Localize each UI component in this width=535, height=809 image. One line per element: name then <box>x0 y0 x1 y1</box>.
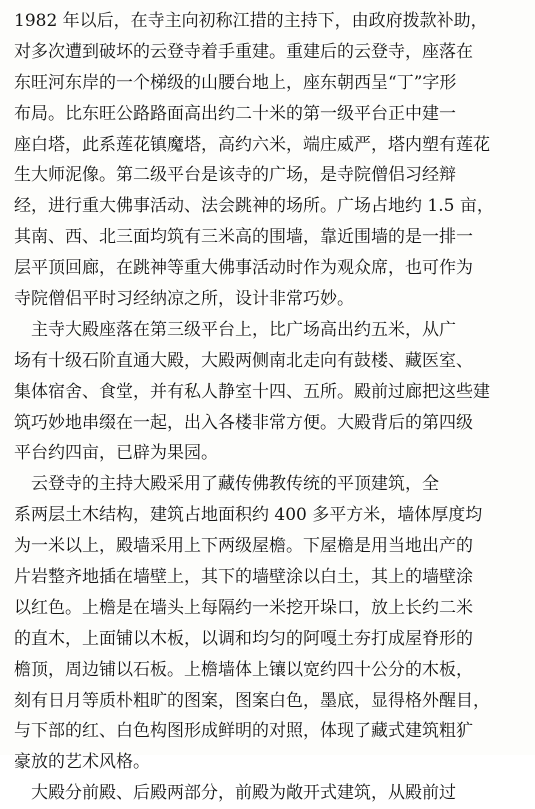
body-text <box>14 6 526 809</box>
text-line: 豪放的艺术风格。 <box>14 752 150 773</box>
text-line: 平台约四亩，已辟为果园。 <box>14 443 218 464</box>
text-line: 生大师泥像。第二级平台是该寺的广场，是寺院僧侣习经辩 <box>14 165 456 186</box>
text-line: 云登寺的主持大殿采用了藏传佛教传统的平顶建筑，全 <box>14 474 439 495</box>
text-line: 刻有日月等质朴粗旷的图案，图案白色，墨底，显得格外醒目， <box>14 690 490 711</box>
text-line: 经，进行重大佛事活动、法会跳神的场所。广场占地约 1.5 亩， <box>14 196 494 217</box>
text-line: 片岩整齐地插在墙壁上，其下的墙壁涂以白土，其上的墙壁涂 <box>14 567 473 588</box>
text-line: 层平顶回廊，在跳神等重大佛事活动时作为观众席，也可作为 <box>14 258 473 279</box>
text-line: 东旺河东岸的一个梯级的山腰台地上，座东朝西呈“丁”字形 <box>14 72 457 93</box>
text-line: 布局。比东旺公路路面高出约二十米的第一级平台正中建一 <box>14 103 456 124</box>
text-line: 的直木，上面铺以木板，以调和均匀的阿嘎土夯打成屋脊形的 <box>14 628 473 649</box>
text-line: 主寺大殿座落在第三级平台上，比广场高出约五米，从广 <box>14 319 456 340</box>
text-line: 对多次遭到破坏的云登寺着手重建。重建后的云登寺，座落在 <box>14 41 473 62</box>
text-line: 寺院僧侣平时习经纳凉之所，设计非常巧妙。 <box>14 289 354 310</box>
text-line: 为一米以上，殿墙采用上下两级屋檐。下屋檐是用当地出产的 <box>14 536 473 557</box>
text-line: 1982 年以后，在寺主向初称江措的主持下，由政府拨款补助， <box>14 11 488 31</box>
text-line: 系两层土木结构，建筑占地面积约 400 多平方米，墙体厚度均 <box>14 505 483 526</box>
text-line: 以红色。上檐是在墙头上每隔约一米挖开垛口，放上长约二米 <box>14 597 473 618</box>
text-line: 场有十级石阶直通大殿，大殿两侧南北走向有鼓楼、藏医室、 <box>14 350 473 371</box>
text-line: 集体宿舍、食堂，并有私人静室十四、五所。殿前过廊把这些建 <box>14 381 490 402</box>
text-line: 大殿分前殿、后殿两部分，前殿为敞开式建筑，从殿前过 <box>14 783 456 804</box>
text-line: 与下部的红、白色构图形成鲜明的对照，体现了藏式建筑粗犷 <box>14 721 473 742</box>
text-line: 其南、西、北三面均筑有三米高的围墙，靠近围墙的是一排一 <box>14 227 473 248</box>
text-line: 筑巧妙地串缀在一起，出入各楼非常方便。大殿背后的第四级 <box>14 412 473 433</box>
text-line: 座白塔，此系莲花镇魔塔，高约六米，端庄威严，塔内塑有莲花 <box>14 134 490 155</box>
text-line: 檐顶，周边铺以石板。上檐墙体上镶以宽约四十公分的木板， <box>14 659 473 680</box>
